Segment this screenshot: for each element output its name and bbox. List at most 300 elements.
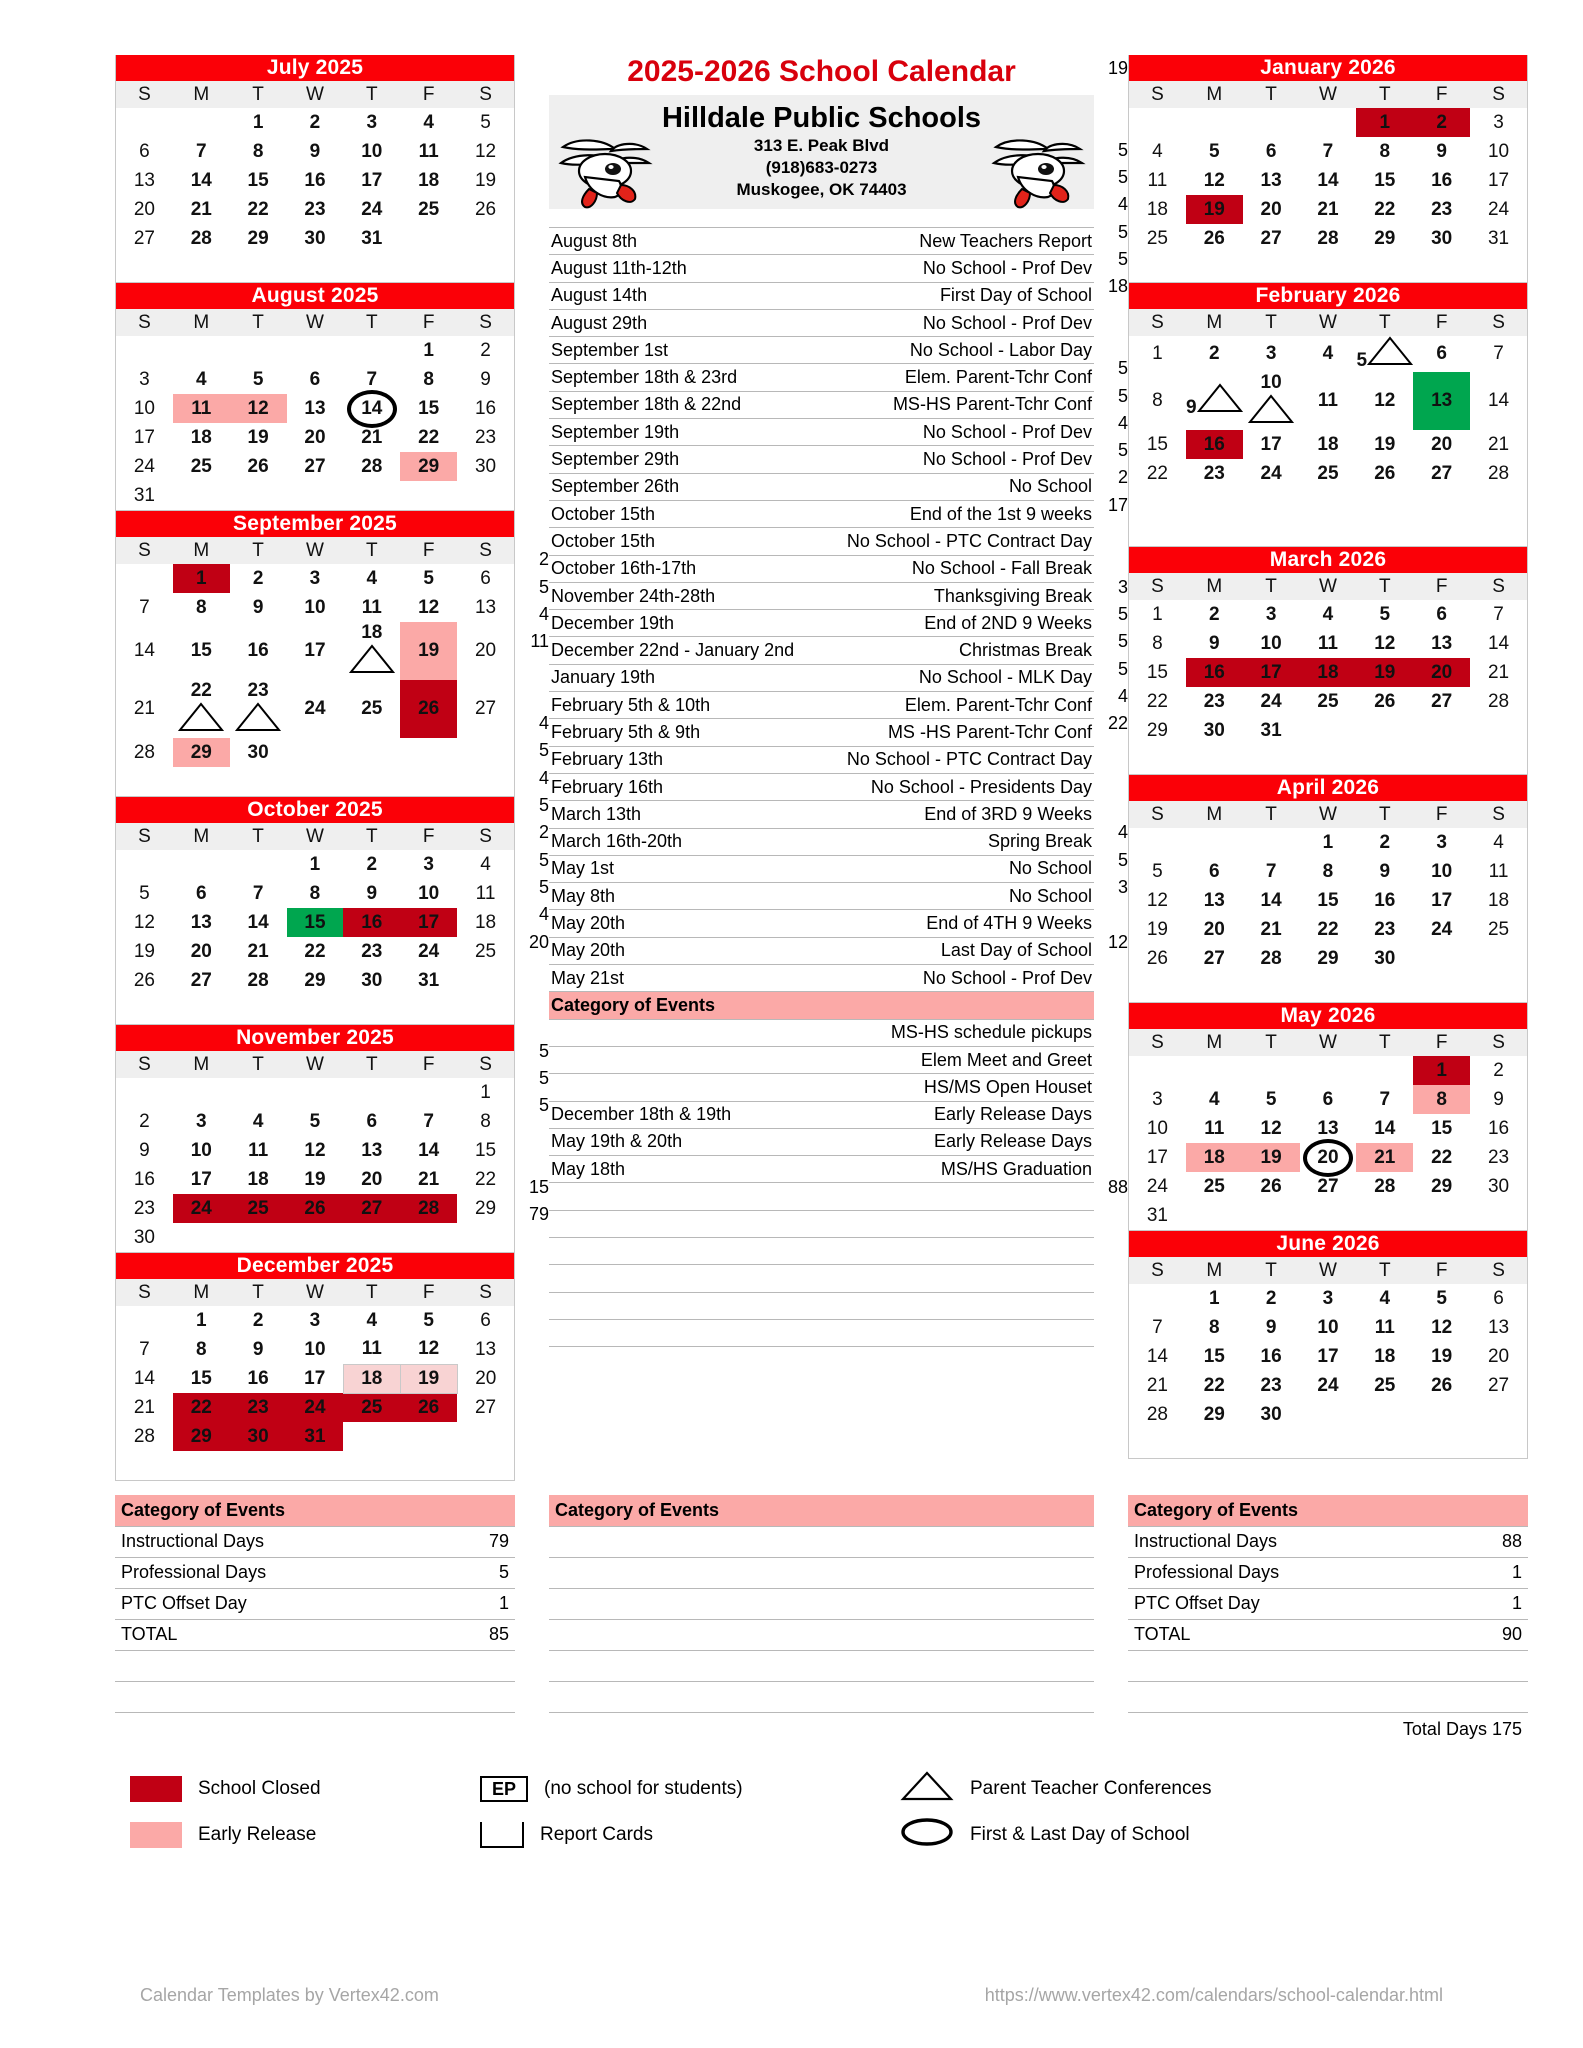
day-cell[interactable]: 30 bbox=[230, 1422, 287, 1451]
day-cell[interactable]: 20 bbox=[1413, 658, 1470, 687]
day-cell[interactable]: 22 bbox=[173, 680, 230, 738]
day-cell[interactable]: 25 bbox=[474, 940, 497, 962]
day-cell[interactable]: 6 bbox=[1322, 1088, 1334, 1110]
day-cell[interactable]: 18 bbox=[474, 911, 497, 933]
day-cell[interactable]: 28 bbox=[133, 741, 155, 763]
day-cell[interactable]: 29 bbox=[400, 452, 457, 481]
day-cell[interactable]: 8 bbox=[480, 1110, 491, 1132]
day-cell[interactable]: 13 bbox=[361, 1139, 383, 1161]
day-cell[interactable]: 14 bbox=[133, 640, 155, 661]
day-cell[interactable]: 1 bbox=[423, 339, 434, 361]
day-cell[interactable]: 27 bbox=[474, 698, 497, 719]
day-cell[interactable]: 6 bbox=[1265, 140, 1277, 162]
day-cell[interactable]: 22 bbox=[1374, 198, 1396, 220]
day-cell[interactable]: 15 bbox=[190, 1367, 212, 1389]
day-cell[interactable]: 25 bbox=[190, 455, 212, 477]
day-cell[interactable]: 19 bbox=[474, 169, 497, 191]
day-cell[interactable]: 11 bbox=[248, 1139, 269, 1161]
day-cell[interactable]: 3 bbox=[423, 853, 434, 875]
day-cell[interactable]: 7 bbox=[139, 1338, 150, 1360]
day-cell[interactable]: 2 bbox=[139, 1110, 150, 1132]
day-cell[interactable]: 3 bbox=[1265, 343, 1277, 364]
day-cell[interactable]: 16 bbox=[1431, 169, 1453, 191]
day-cell[interactable]: 15 bbox=[287, 908, 344, 937]
day-cell[interactable]: 22 bbox=[1146, 690, 1168, 712]
day-cell[interactable]: 14 bbox=[247, 911, 269, 933]
day-cell[interactable]: 25 bbox=[1317, 690, 1339, 712]
day-cell[interactable]: 22 bbox=[474, 1168, 497, 1190]
day-cell[interactable]: 19 bbox=[247, 426, 269, 448]
day-cell[interactable]: 28 bbox=[247, 969, 269, 991]
day-cell[interactable]: 18 bbox=[1186, 1143, 1243, 1172]
day-cell[interactable]: 12 bbox=[1374, 632, 1396, 654]
day-cell[interactable]: 15 bbox=[1374, 169, 1396, 191]
day-cell[interactable]: 26 bbox=[1431, 1374, 1453, 1396]
day-cell[interactable]: 25 bbox=[1374, 1374, 1396, 1396]
day-cell[interactable]: 25 bbox=[1487, 918, 1510, 940]
day-cell[interactable]: 10 bbox=[190, 1139, 212, 1161]
day-cell[interactable]: 21 bbox=[1317, 198, 1339, 220]
day-cell[interactable]: 7 bbox=[1379, 1088, 1391, 1110]
day-cell[interactable]: 25 bbox=[1146, 227, 1168, 249]
day-cell[interactable]: 4 bbox=[480, 853, 491, 875]
day-cell[interactable]: 19 bbox=[1243, 1143, 1300, 1172]
day-cell[interactable]: 8 bbox=[1379, 140, 1391, 162]
day-cell[interactable]: 13 bbox=[1260, 169, 1282, 191]
day-cell[interactable]: 15 bbox=[1431, 1117, 1453, 1139]
day-cell[interactable]: 15 bbox=[247, 169, 269, 191]
day-cell[interactable]: 23 bbox=[230, 680, 287, 738]
day-cell[interactable]: 17 bbox=[1487, 169, 1510, 191]
day-cell[interactable]: 24 bbox=[1260, 462, 1282, 484]
day-cell[interactable]: 23 bbox=[1260, 1374, 1282, 1396]
day-cell[interactable]: 23 bbox=[474, 426, 497, 448]
day-cell[interactable]: 13 bbox=[1203, 889, 1225, 911]
day-cell[interactable]: 23 bbox=[133, 1197, 155, 1219]
day-cell[interactable]: 9 bbox=[366, 882, 378, 904]
day-cell[interactable]: 5 bbox=[1265, 1088, 1277, 1110]
day-cell[interactable]: 7 bbox=[252, 882, 264, 904]
day-cell[interactable]: 30 bbox=[1260, 1403, 1282, 1425]
day-cell[interactable]: 9 bbox=[252, 1338, 264, 1360]
day-cell[interactable]: 13 bbox=[474, 596, 497, 618]
day-cell[interactable]: 27 bbox=[1317, 1175, 1339, 1197]
day-cell[interactable]: 16 bbox=[1186, 430, 1243, 459]
day-cell[interactable]: 28 bbox=[133, 1425, 155, 1447]
day-cell[interactable]: 1 bbox=[480, 1081, 491, 1103]
day-cell[interactable]: 13 bbox=[1431, 632, 1453, 654]
day-cell[interactable]: 5 bbox=[1436, 1287, 1447, 1309]
day-cell[interactable]: 13 bbox=[1413, 372, 1470, 430]
day-cell[interactable]: 26 bbox=[247, 455, 269, 477]
day-cell[interactable]: 24 bbox=[361, 198, 383, 220]
day-cell[interactable]: 22 bbox=[418, 426, 440, 448]
day-cell[interactable]: 18 bbox=[1487, 889, 1510, 911]
day-cell[interactable]: 29 bbox=[247, 227, 269, 249]
day-cell[interactable]: 2 bbox=[1413, 108, 1470, 137]
day-cell[interactable]: 28 bbox=[1487, 690, 1510, 712]
day-cell[interactable]: 28 bbox=[190, 227, 212, 249]
day-cell[interactable]: 5 bbox=[139, 882, 150, 904]
day-cell[interactable]: 20 bbox=[1260, 198, 1282, 220]
day-cell[interactable]: 23 bbox=[1374, 918, 1396, 940]
day-cell[interactable]: 24 bbox=[133, 455, 155, 477]
day-cell[interactable]: 20 bbox=[1203, 918, 1225, 940]
day-cell[interactable]: 19 bbox=[1356, 658, 1413, 687]
day-cell[interactable]: 29 bbox=[1431, 1175, 1453, 1197]
day-cell[interactable]: 14 bbox=[1487, 390, 1510, 411]
day-cell[interactable]: 15 bbox=[474, 1139, 497, 1161]
day-cell[interactable]: 17 bbox=[1260, 433, 1282, 455]
day-cell[interactable]: 15 bbox=[1146, 661, 1168, 683]
day-cell[interactable]: 29 bbox=[474, 1197, 497, 1219]
day-cell[interactable]: 20 bbox=[475, 1367, 497, 1389]
day-cell[interactable]: 21 bbox=[1146, 1374, 1168, 1396]
day-cell[interactable]: 20 bbox=[361, 1168, 383, 1190]
day-cell[interactable]: 19 bbox=[1146, 918, 1168, 940]
day-cell[interactable]: 5 bbox=[480, 111, 491, 133]
day-cell[interactable]: 26 bbox=[1260, 1175, 1282, 1197]
day-cell[interactable]: 19 bbox=[400, 1364, 457, 1393]
day-cell[interactable]: 17 bbox=[190, 1168, 212, 1190]
day-cell[interactable]: 8 bbox=[309, 882, 321, 904]
day-cell[interactable]: 2 bbox=[480, 339, 491, 361]
day-cell[interactable]: 23 bbox=[1203, 690, 1225, 712]
day-cell[interactable]: 24 bbox=[304, 698, 326, 719]
day-cell[interactable]: 28 bbox=[1374, 1175, 1396, 1197]
day-cell[interactable]: 30 bbox=[247, 741, 269, 763]
day-cell[interactable]: 12 bbox=[1374, 390, 1396, 411]
day-cell[interactable]: 4 bbox=[1493, 831, 1504, 853]
day-cell[interactable]: 14 bbox=[133, 1367, 155, 1389]
day-cell[interactable]: 22 bbox=[1431, 1146, 1453, 1168]
day-cell[interactable]: 6 bbox=[1436, 343, 1447, 364]
day-cell[interactable]: 5 bbox=[252, 368, 264, 390]
day-cell[interactable]: 11 bbox=[1204, 1117, 1225, 1139]
day-cell[interactable]: 27 bbox=[1203, 947, 1225, 969]
day-cell[interactable]: 27 bbox=[1431, 462, 1453, 484]
day-cell[interactable]: 31 bbox=[133, 484, 155, 506]
day-cell[interactable]: 13 bbox=[190, 911, 212, 933]
day-cell[interactable]: 18 bbox=[1317, 433, 1339, 455]
day-cell[interactable]: 24 bbox=[1487, 198, 1510, 220]
day-cell[interactable]: 18 bbox=[418, 169, 440, 191]
day-cell[interactable]: 14 bbox=[1260, 889, 1282, 911]
day-cell[interactable]: 23 bbox=[361, 940, 383, 962]
day-cell[interactable]: 26 bbox=[400, 680, 457, 738]
day-cell[interactable]: 15 bbox=[1146, 433, 1168, 455]
day-cell[interactable]: 26 bbox=[1374, 462, 1396, 484]
day-cell[interactable]: 9 bbox=[252, 596, 264, 618]
day-cell[interactable]: 10 bbox=[1487, 140, 1510, 162]
day-cell[interactable]: 14 bbox=[343, 394, 400, 423]
day-cell[interactable]: 18 bbox=[1300, 658, 1357, 687]
day-cell[interactable]: 3 bbox=[1493, 111, 1504, 133]
day-cell[interactable]: 6 bbox=[480, 1309, 491, 1331]
day-cell[interactable]: 12 bbox=[1146, 889, 1168, 911]
day-cell[interactable]: 21 bbox=[1260, 918, 1282, 940]
day-cell[interactable]: 18 bbox=[343, 1364, 400, 1393]
day-cell[interactable]: 27 bbox=[474, 1396, 497, 1418]
day-cell[interactable]: 7 bbox=[1493, 343, 1504, 364]
day-cell[interactable]: 10 bbox=[1260, 632, 1282, 654]
day-cell[interactable]: 28 bbox=[1317, 227, 1339, 249]
day-cell[interactable]: 17 bbox=[1431, 889, 1453, 911]
day-cell[interactable]: 7 bbox=[1322, 140, 1334, 162]
day-cell[interactable]: 19 bbox=[133, 940, 155, 962]
day-cell[interactable]: 3 bbox=[139, 368, 150, 390]
day-cell[interactable]: 11 bbox=[1488, 860, 1509, 882]
day-cell[interactable]: 7 bbox=[139, 596, 150, 618]
day-cell[interactable]: 21 bbox=[133, 698, 155, 719]
day-cell[interactable]: 29 bbox=[304, 969, 326, 991]
day-cell[interactable]: 6 bbox=[480, 567, 491, 589]
day-cell[interactable]: 11 bbox=[1317, 390, 1338, 411]
day-cell[interactable]: 30 bbox=[361, 969, 383, 991]
day-cell[interactable]: 27 bbox=[133, 227, 155, 249]
day-cell[interactable]: 25 bbox=[343, 1393, 400, 1422]
day-cell[interactable]: 2 bbox=[252, 1309, 264, 1331]
day-cell[interactable]: 18 bbox=[343, 622, 400, 680]
day-cell[interactable]: 1 bbox=[309, 853, 321, 875]
day-cell[interactable]: 20 bbox=[1487, 1345, 1510, 1367]
day-cell[interactable]: 8 bbox=[1208, 1316, 1220, 1338]
day-cell[interactable]: 9 bbox=[309, 140, 321, 162]
day-cell[interactable]: 3 bbox=[1152, 1088, 1163, 1110]
day-cell[interactable]: 6 bbox=[309, 368, 321, 390]
day-cell[interactable]: 24 bbox=[287, 1393, 344, 1422]
day-cell[interactable]: 9 bbox=[480, 368, 491, 390]
day-cell[interactable]: 25 bbox=[361, 698, 383, 719]
day-cell[interactable]: 26 bbox=[474, 198, 497, 220]
day-cell[interactable]: 13 bbox=[474, 1338, 497, 1360]
day-cell[interactable]: 31 bbox=[1260, 719, 1282, 741]
day-cell[interactable]: 30 bbox=[1374, 947, 1396, 969]
day-cell[interactable]: 28 bbox=[361, 455, 383, 477]
day-cell[interactable]: 9 bbox=[1208, 632, 1220, 654]
day-cell[interactable]: 15 bbox=[190, 640, 212, 661]
day-cell[interactable]: 12 bbox=[230, 394, 287, 423]
day-cell[interactable]: 2 bbox=[1208, 343, 1220, 364]
day-cell[interactable]: 30 bbox=[474, 455, 497, 477]
day-cell[interactable]: 11 bbox=[173, 394, 230, 423]
day-cell[interactable]: 8 bbox=[1152, 632, 1163, 654]
day-cell[interactable]: 10 bbox=[133, 397, 155, 419]
day-cell[interactable]: 20 bbox=[474, 640, 497, 661]
day-cell[interactable]: 4 bbox=[366, 567, 378, 589]
day-cell[interactable]: 27 bbox=[343, 1194, 400, 1223]
day-cell[interactable]: 24 bbox=[1260, 690, 1282, 712]
day-cell[interactable]: 22 bbox=[1146, 462, 1168, 484]
day-cell[interactable]: 23 bbox=[304, 198, 326, 220]
day-cell[interactable]: 30 bbox=[1431, 227, 1453, 249]
day-cell[interactable]: 17 bbox=[400, 908, 457, 937]
day-cell[interactable]: 16 bbox=[304, 169, 326, 191]
day-cell[interactable]: 7 bbox=[1265, 860, 1277, 882]
day-cell[interactable]: 6 bbox=[195, 882, 207, 904]
day-cell[interactable]: 22 bbox=[1317, 918, 1339, 940]
day-cell[interactable]: 1 bbox=[1152, 343, 1163, 364]
day-cell[interactable]: 8 bbox=[1152, 390, 1163, 411]
day-cell[interactable]: 26 bbox=[1146, 947, 1168, 969]
day-cell[interactable]: 1 bbox=[252, 111, 264, 133]
day-cell[interactable]: 16 bbox=[1374, 889, 1396, 911]
day-cell[interactable]: 24 bbox=[418, 940, 440, 962]
day-cell[interactable]: 3 bbox=[366, 111, 378, 133]
day-cell[interactable]: 4 bbox=[1322, 343, 1334, 364]
day-cell[interactable]: 15 bbox=[1203, 1345, 1225, 1367]
day-cell[interactable]: 12 bbox=[1203, 169, 1225, 191]
day-cell[interactable]: 21 bbox=[190, 198, 212, 220]
day-cell[interactable]: 16 bbox=[343, 908, 400, 937]
day-cell[interactable]: 12 bbox=[474, 140, 497, 162]
day-cell[interactable]: 31 bbox=[287, 1422, 344, 1451]
day-cell[interactable]: 20 bbox=[133, 198, 155, 220]
day-cell[interactable]: 5 bbox=[1152, 860, 1163, 882]
day-cell[interactable]: 13 bbox=[304, 397, 326, 419]
day-cell[interactable]: 14 bbox=[1317, 169, 1339, 191]
day-cell[interactable]: 8 bbox=[423, 368, 434, 390]
day-cell[interactable]: 21 bbox=[361, 426, 383, 448]
day-cell[interactable]: 10 bbox=[1146, 1117, 1168, 1139]
day-cell[interactable]: 16 bbox=[1487, 1117, 1510, 1139]
day-cell[interactable]: 4 bbox=[195, 368, 207, 390]
day-cell[interactable]: 4 bbox=[423, 111, 434, 133]
day-cell[interactable]: 8 bbox=[252, 140, 264, 162]
day-cell[interactable]: 24 bbox=[1317, 1374, 1339, 1396]
day-cell[interactable]: 11 bbox=[475, 882, 496, 904]
day-cell[interactable]: 17 bbox=[361, 169, 383, 191]
day-cell[interactable]: 13 bbox=[1317, 1117, 1339, 1139]
day-cell[interactable]: 22 bbox=[247, 198, 269, 220]
day-cell[interactable]: 12 bbox=[304, 1139, 326, 1161]
day-cell[interactable]: 21 bbox=[1356, 1143, 1413, 1172]
day-cell[interactable]: 6 bbox=[366, 1110, 378, 1132]
day-cell[interactable]: 14 bbox=[1487, 632, 1510, 654]
day-cell[interactable]: 16 bbox=[133, 1168, 155, 1190]
day-cell[interactable]: 4 bbox=[1152, 140, 1163, 162]
day-cell[interactable]: 1 bbox=[1152, 603, 1163, 625]
day-cell[interactable]: 6 bbox=[139, 140, 150, 162]
day-cell[interactable]: 18 bbox=[247, 1168, 269, 1190]
day-cell[interactable]: 27 bbox=[1431, 690, 1453, 712]
day-cell[interactable]: 4 bbox=[252, 1110, 264, 1132]
day-cell[interactable]: 26 bbox=[287, 1194, 344, 1223]
day-cell[interactable]: 24 bbox=[1431, 918, 1453, 940]
day-cell[interactable]: 29 bbox=[1203, 1403, 1225, 1425]
day-cell[interactable]: 6 bbox=[1436, 603, 1447, 625]
day-cell[interactable]: 10 bbox=[1317, 1316, 1339, 1338]
day-cell[interactable]: 17 bbox=[1317, 1345, 1339, 1367]
day-cell[interactable]: 27 bbox=[190, 969, 212, 991]
day-cell[interactable]: 29 bbox=[173, 738, 230, 767]
day-cell[interactable]: 8 bbox=[1413, 1085, 1470, 1114]
day-cell[interactable]: 7 bbox=[1493, 603, 1504, 625]
day-cell[interactable]: 28 bbox=[1260, 947, 1282, 969]
day-cell[interactable]: 17 bbox=[304, 640, 326, 661]
day-cell[interactable]: 27 bbox=[304, 455, 326, 477]
day-cell[interactable]: 2 bbox=[1265, 1287, 1277, 1309]
day-cell[interactable]: 5 bbox=[1208, 140, 1220, 162]
day-cell[interactable]: 16 bbox=[247, 1367, 269, 1389]
day-cell[interactable]: 3 bbox=[309, 1309, 321, 1331]
day-cell[interactable]: 31 bbox=[1146, 1204, 1168, 1226]
day-cell[interactable]: 26 bbox=[400, 1393, 457, 1422]
day-cell[interactable]: 20 bbox=[304, 426, 326, 448]
day-cell[interactable]: 9 bbox=[1265, 1316, 1277, 1338]
day-cell[interactable]: 15 bbox=[1317, 889, 1339, 911]
day-cell[interactable]: 9 bbox=[1379, 860, 1391, 882]
day-cell[interactable]: 14 bbox=[1374, 1117, 1396, 1139]
day-cell[interactable]: 13 bbox=[1487, 1316, 1510, 1338]
day-cell[interactable]: 7 bbox=[195, 140, 207, 162]
day-cell[interactable]: 17 bbox=[133, 426, 155, 448]
day-cell[interactable]: 2 bbox=[252, 567, 264, 589]
day-cell[interactable]: 26 bbox=[133, 969, 155, 991]
day-cell[interactable]: 16 bbox=[1260, 1345, 1282, 1367]
day-cell[interactable]: 22 bbox=[304, 940, 326, 962]
day-cell[interactable]: 18 bbox=[1146, 198, 1168, 220]
day-cell[interactable]: 1 bbox=[1356, 108, 1413, 137]
day-cell[interactable]: 19 bbox=[400, 622, 457, 680]
day-cell[interactable]: 31 bbox=[361, 227, 383, 249]
day-cell[interactable]: 12 bbox=[1431, 1316, 1453, 1338]
day-cell[interactable]: 25 bbox=[1317, 462, 1339, 484]
day-cell[interactable]: 16 bbox=[247, 640, 269, 661]
day-cell[interactable]: 2 bbox=[366, 853, 378, 875]
day-cell[interactable]: 4 bbox=[366, 1309, 378, 1331]
day-cell[interactable]: 2 bbox=[1208, 603, 1220, 625]
day-cell[interactable]: 30 bbox=[1487, 1175, 1510, 1197]
day-cell[interactable]: 11 bbox=[1374, 1316, 1395, 1338]
day-cell[interactable]: 5 bbox=[1356, 336, 1413, 372]
day-cell[interactable]: 28 bbox=[1487, 462, 1510, 484]
day-cell[interactable]: 28 bbox=[1146, 1403, 1168, 1425]
day-cell[interactable]: 12 bbox=[1260, 1117, 1282, 1139]
day-cell[interactable]: 31 bbox=[1487, 227, 1510, 249]
day-cell[interactable]: 23 bbox=[230, 1393, 287, 1422]
day-cell[interactable]: 24 bbox=[173, 1194, 230, 1223]
day-cell[interactable]: 11 bbox=[1317, 632, 1338, 654]
day-cell[interactable]: 23 bbox=[1431, 198, 1453, 220]
day-cell[interactable]: 6 bbox=[1208, 860, 1220, 882]
day-cell[interactable]: 26 bbox=[1374, 690, 1396, 712]
day-cell[interactable]: 14 bbox=[190, 169, 212, 191]
day-cell[interactable]: 18 bbox=[1374, 1345, 1396, 1367]
day-cell[interactable]: 3 bbox=[195, 1110, 207, 1132]
day-cell[interactable]: 11 bbox=[418, 140, 439, 162]
day-cell[interactable]: 9 bbox=[1493, 1088, 1504, 1110]
day-cell[interactable]: 3 bbox=[309, 567, 321, 589]
day-cell[interactable]: 21 bbox=[247, 940, 269, 962]
day-cell[interactable]: 21 bbox=[133, 1396, 155, 1418]
day-cell[interactable]: 11 bbox=[361, 1338, 382, 1360]
day-cell[interactable]: 5 bbox=[1379, 603, 1391, 625]
day-cell[interactable]: 9 bbox=[139, 1139, 150, 1161]
day-cell[interactable]: 20 bbox=[1431, 433, 1453, 455]
day-cell[interactable]: 2 bbox=[309, 111, 321, 133]
day-cell[interactable]: 2 bbox=[1493, 1059, 1504, 1081]
day-cell[interactable]: 30 bbox=[304, 227, 326, 249]
day-cell[interactable]: 3 bbox=[1322, 1287, 1334, 1309]
day-cell[interactable]: 19 bbox=[1431, 1345, 1453, 1367]
day-cell[interactable]: 11 bbox=[361, 596, 382, 618]
day-cell[interactable]: 10 bbox=[304, 1338, 326, 1360]
day-cell[interactable]: 27 bbox=[1260, 227, 1282, 249]
day-cell[interactable]: 31 bbox=[418, 969, 440, 991]
day-cell[interactable]: 22 bbox=[173, 1393, 230, 1422]
day-cell[interactable]: 17 bbox=[1146, 1146, 1168, 1168]
